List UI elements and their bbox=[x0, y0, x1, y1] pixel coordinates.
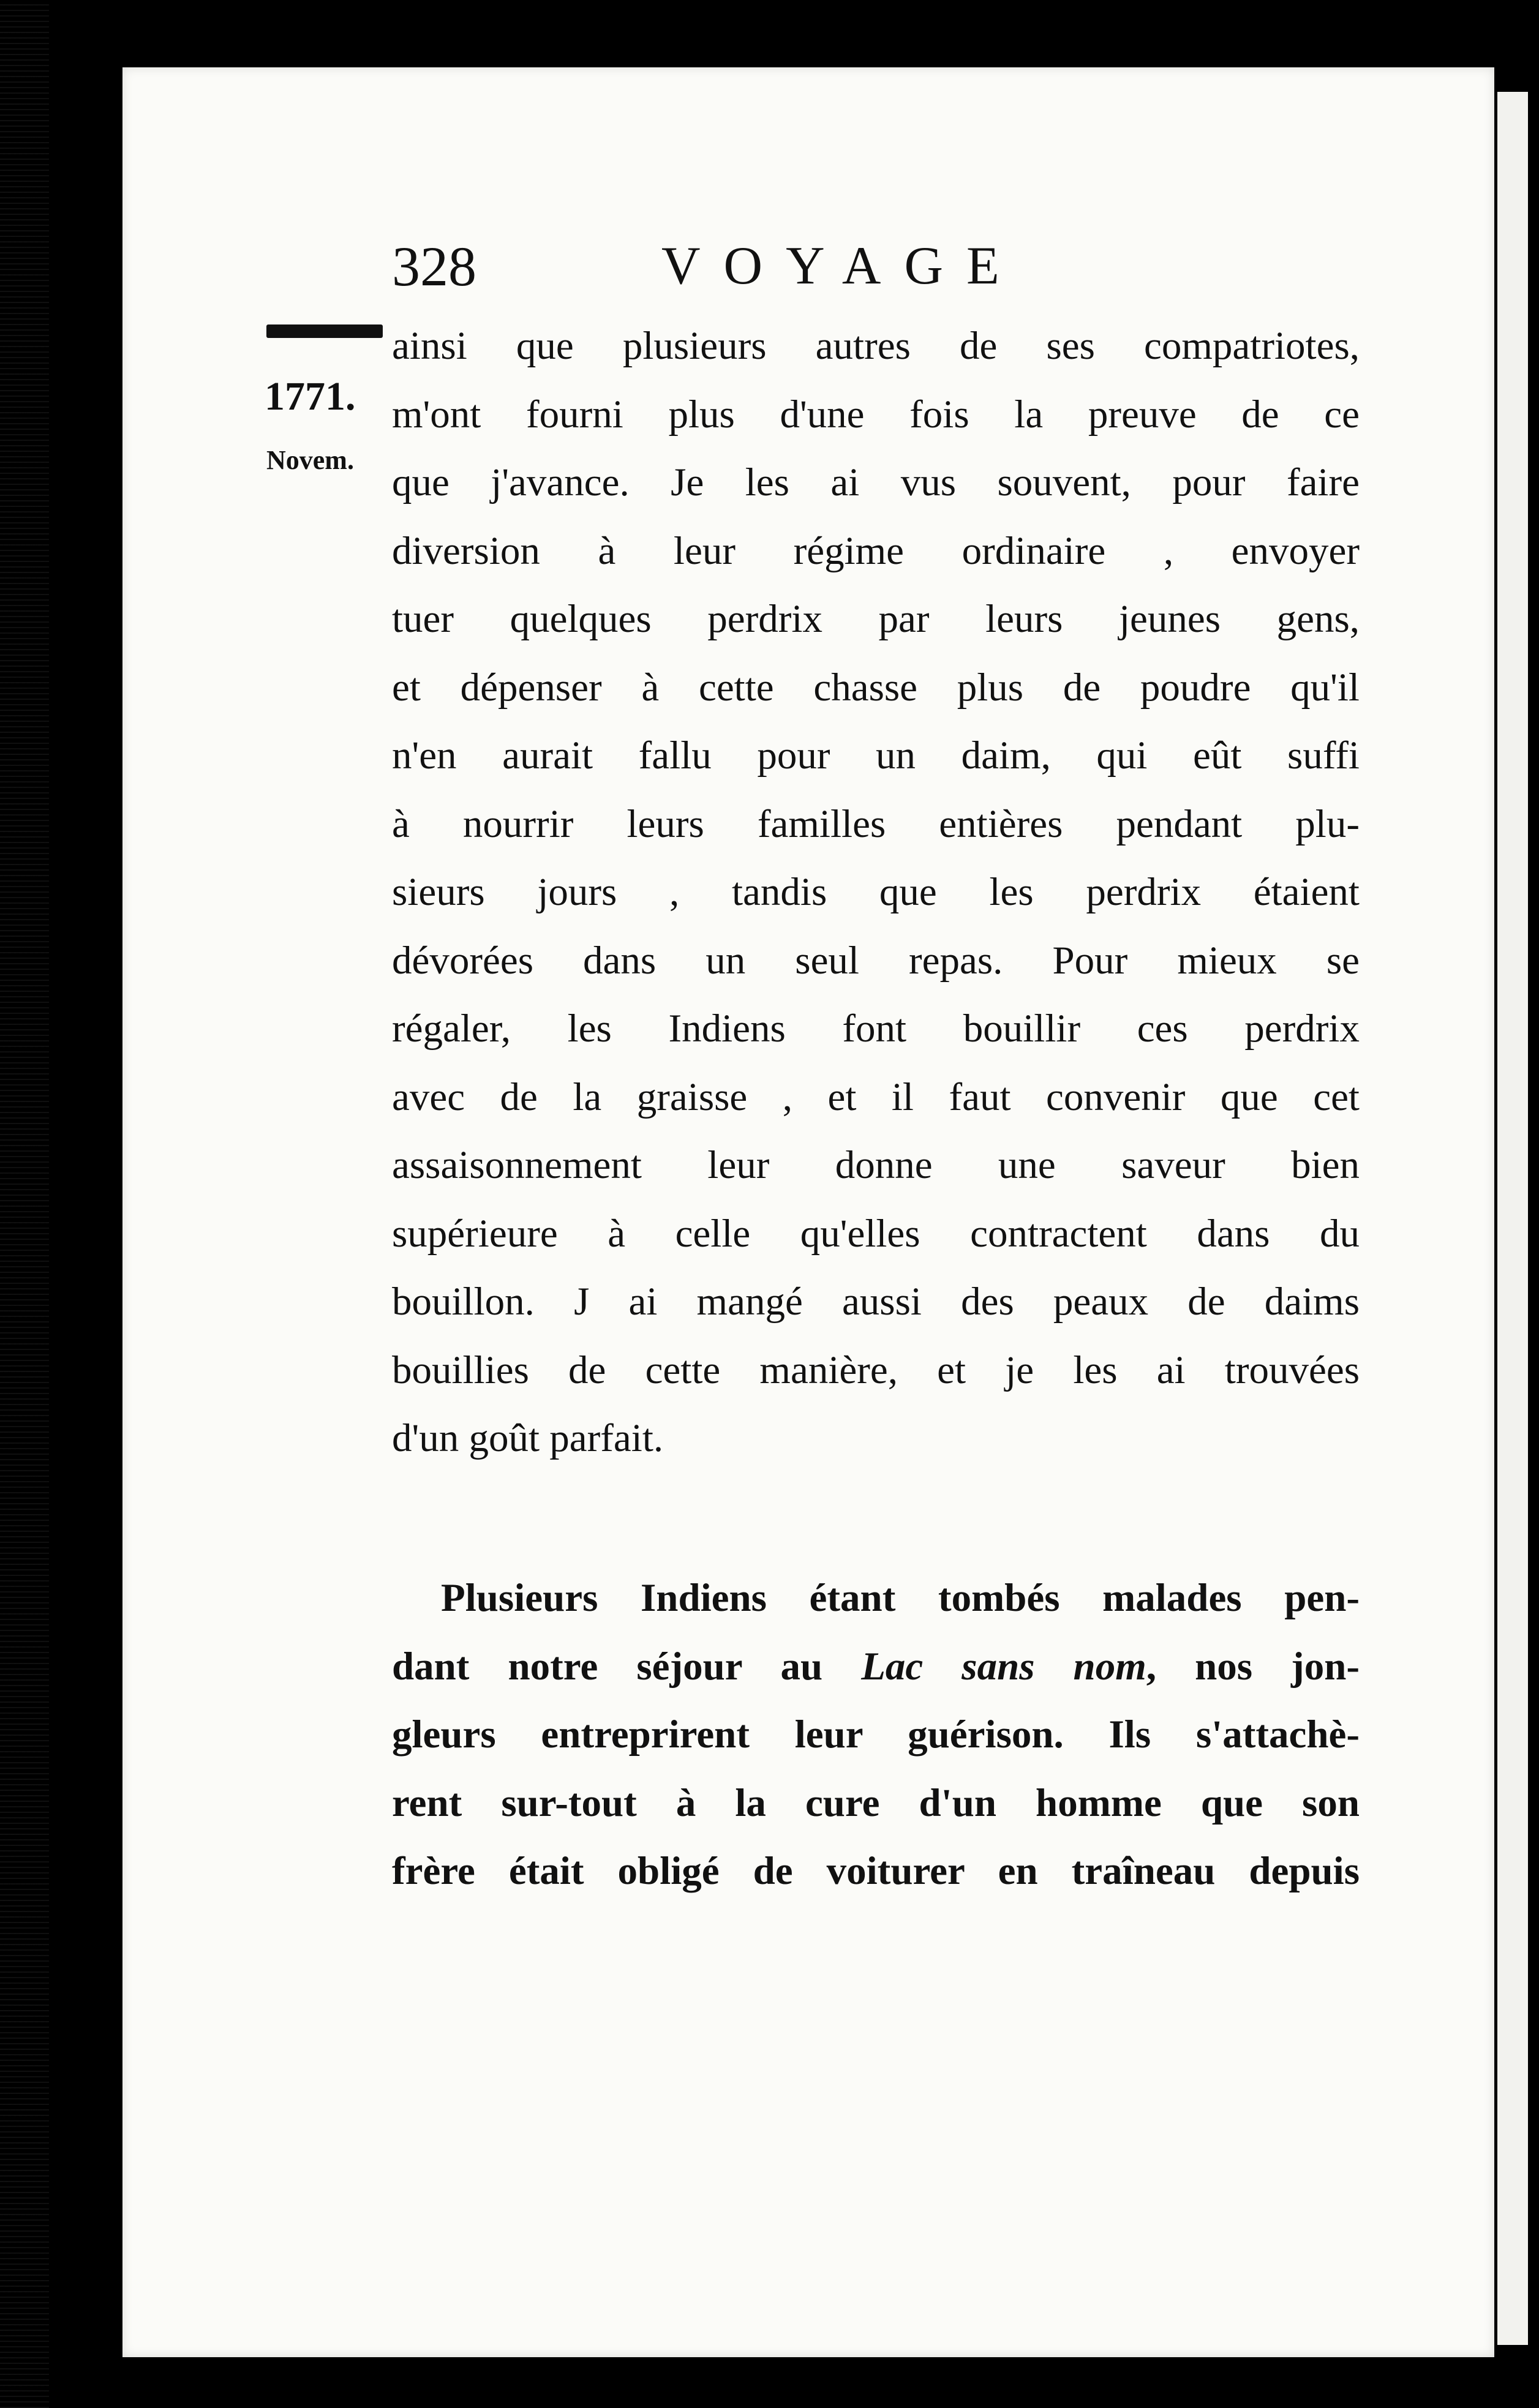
text-line: sieurs jours , tandis que les perdrix étaient bbox=[392, 870, 1360, 914]
text-line: d'un goût parfait. bbox=[392, 1416, 664, 1460]
text-line: assaisonnement leur donne une saveur bien bbox=[392, 1143, 1360, 1187]
running-title: VOYAGE bbox=[661, 236, 1023, 296]
page-number: 328 bbox=[392, 235, 476, 298]
text-line: diversion à leur régime ordinaire , envoyer bbox=[392, 528, 1360, 573]
text-line: à nourrir leurs familles entières pendant plu- bbox=[392, 801, 1360, 846]
text-line: m'ont fourni plus d'une fois la preuve de ce bbox=[392, 392, 1360, 437]
text-line: supérieure à celle qu'elles contractent dans du bbox=[392, 1211, 1360, 1256]
facing-page-edge bbox=[1497, 92, 1528, 2345]
paragraph-1 bbox=[392, 312, 1360, 1473]
text-run: , nos jon- bbox=[1146, 1644, 1360, 1689]
text-line: ainsi que plusieurs autres de ses compatriotes, bbox=[392, 324, 1360, 368]
margin-month-note: Novem. bbox=[266, 445, 354, 475]
text-line: régaler, les Indiens font bouillir ces perdrix bbox=[392, 1007, 1360, 1051]
text-line: et dépenser à cette chasse plus de poudre qu'il bbox=[392, 665, 1360, 710]
text-line: dévorées dans un seul repas. Pour mieux se bbox=[392, 938, 1360, 983]
margin-rule bbox=[266, 324, 383, 338]
text-line: Plusieurs Indiens étant tombés malades pen- bbox=[441, 1576, 1360, 1620]
page-header bbox=[392, 233, 1372, 300]
text-line: frère était obligé de voiturer en traîneau depuis bbox=[392, 1849, 1360, 1893]
text-line: bouillon. J ai mangé aussi des peaux de daims bbox=[392, 1280, 1360, 1324]
text-line: tuer quelques perdrix par leurs jeunes gens, bbox=[392, 597, 1360, 641]
margin-year-note: 1771. bbox=[265, 374, 356, 419]
paragraph-2 bbox=[392, 1564, 1360, 1906]
text-line: que j'avance. Je les ai vus souvent, pour faire bbox=[392, 460, 1360, 504]
text-line: avec de la graisse , et il faut convenir que cet bbox=[392, 1075, 1360, 1119]
text-line: rent sur-tout à la cure d'un homme que son bbox=[392, 1780, 1360, 1825]
text-run: dant notre séjour au bbox=[392, 1644, 862, 1689]
text-line: n'en aurait fallu pour un daim, qui eût suffi bbox=[392, 733, 1360, 778]
text-line: gleurs entreprirent leur guérison. Ils s'attachè- bbox=[392, 1712, 1360, 1757]
place-name-italic: Lac sans nom bbox=[861, 1644, 1146, 1689]
text-line: bouillies de cette manière, et je les ai trouvées bbox=[392, 1348, 1360, 1392]
text-line bbox=[392, 1633, 1360, 1701]
scan-edge-noise bbox=[0, 0, 49, 2408]
